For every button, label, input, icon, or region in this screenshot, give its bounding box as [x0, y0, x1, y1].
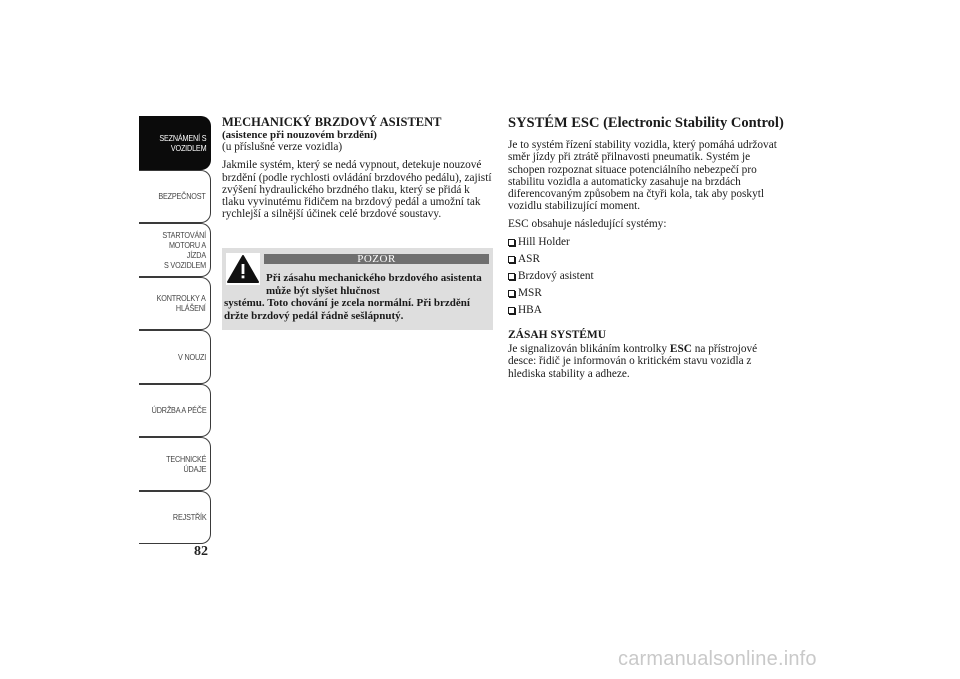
- tab-technicke-udaje[interactable]: [139, 437, 211, 491]
- section-subtitle: (asistence při nouzovém brzdění): [222, 129, 377, 141]
- warning-label: POZOR: [264, 254, 489, 264]
- tab-label: REJSTŘÍK: [172, 512, 206, 523]
- list-item: [508, 268, 786, 285]
- list-item: [508, 251, 786, 268]
- checkbox-bullet-icon: [508, 273, 515, 280]
- checkbox-bullet-icon: [508, 239, 515, 246]
- list-item-label: Brzdový asistent: [518, 270, 594, 283]
- left-column: [222, 116, 494, 221]
- intervention-text-b: na přístrojové desce: řidič je informován o kritickém stavu vozidla z hlediska stability a adheze.: [508, 343, 758, 380]
- tab-label: V NOUZI: [177, 351, 206, 362]
- checkbox-bullet-icon: [508, 307, 515, 314]
- tab-seznameni-s-vozidlem[interactable]: [139, 116, 211, 170]
- tab-bezpecnost[interactable]: [139, 170, 211, 224]
- version-note: (u příslušné verze vozidla): [222, 141, 343, 153]
- list-item-label: Hill Holder: [518, 236, 570, 249]
- tab-udrzba[interactable]: [139, 384, 211, 438]
- list-item-label: ASR: [518, 253, 540, 266]
- tab-rejstrik[interactable]: [139, 491, 211, 545]
- warning-text: [224, 272, 492, 322]
- checkbox-bullet-icon: [508, 290, 515, 297]
- section-title: MECHANICKÝ BRZDOVÝ ASISTENT: [222, 115, 442, 129]
- tab-label: ÚDRŽBA A PÉČE: [151, 405, 206, 416]
- tab-kontrolky[interactable]: [139, 277, 211, 331]
- tab-label: SEZNÁMENÍ S VOZIDLEM: [158, 132, 206, 153]
- tab-label: KONTROLKY A HLÁŠENÍ: [157, 293, 206, 314]
- tab-label: BEZPEČNOST: [158, 191, 206, 202]
- intervention-title: ZÁSAH SYSTÉMU: [508, 329, 607, 342]
- warning-box: [222, 248, 493, 330]
- right-column: [508, 116, 786, 380]
- tab-label: TECHNICKÉ ÚDAJE: [165, 453, 206, 474]
- list-item: [508, 302, 786, 319]
- list-item: [508, 285, 786, 302]
- intervention-text-a: Je signalizován blikáním kontrolky: [508, 343, 668, 356]
- intervention-text: [508, 343, 786, 380]
- list-item: [508, 234, 786, 251]
- esc-title: SYSTÉM ESC (Electronic Stability Control): [508, 115, 784, 131]
- esc-paragraph: Je to systém řízení stability vozidla, který pomáhá udržovat směr jízdy při ztrátě přilnavosti pneumatik. Systém je schopen rozpoznat situace potenciálního nebezpečí pro stabilitu vozidla a automaticky zasahuje na brzdách diferencovaným způsobem na čtyři kola, tak aby poskytl vozidlu stabilizující moment.: [508, 139, 777, 213]
- systems-list: [508, 234, 786, 319]
- watermark: carmanualsonline.info: [618, 648, 817, 670]
- tab-label: STARTOVÁNÍ MOTORU A JÍZDA S VOZIDLEM: [162, 229, 206, 270]
- tab-v-nouzi[interactable]: [139, 330, 211, 384]
- warning-text-part1: Při zásahu mechanického brzdového asistenta může být slyšet hlučnost: [266, 272, 482, 297]
- list-item-label: MSR: [518, 287, 542, 300]
- tab-startovani[interactable]: [139, 223, 211, 277]
- section-tabs: [139, 116, 211, 544]
- body-paragraph: Jakmile systém, který se nedá vypnout, detekuje nouzové brzdění (podle rychlosti ovládání brzdového pedálu), zajistí zvýšení hydraulického brzdného tlaku, který se přidá k tlaku vyvinutému řidičem na brzdový pedál a umožní tak rychlejší a silnější účinek celé brzdové soustavy.: [222, 159, 492, 221]
- list-item-label: HBA: [518, 304, 542, 317]
- checkbox-bullet-icon: [508, 256, 515, 263]
- page-number: 82: [194, 544, 208, 559]
- esc-keyword: ESC: [669, 343, 692, 356]
- warning-text-part2: systému. Toto chování je zcela normální. Při brzdění držte brzdový pedál řádně sešlápnutý.: [224, 297, 470, 322]
- esc-systems-intro: ESC obsahuje následující systémy:: [508, 217, 667, 230]
